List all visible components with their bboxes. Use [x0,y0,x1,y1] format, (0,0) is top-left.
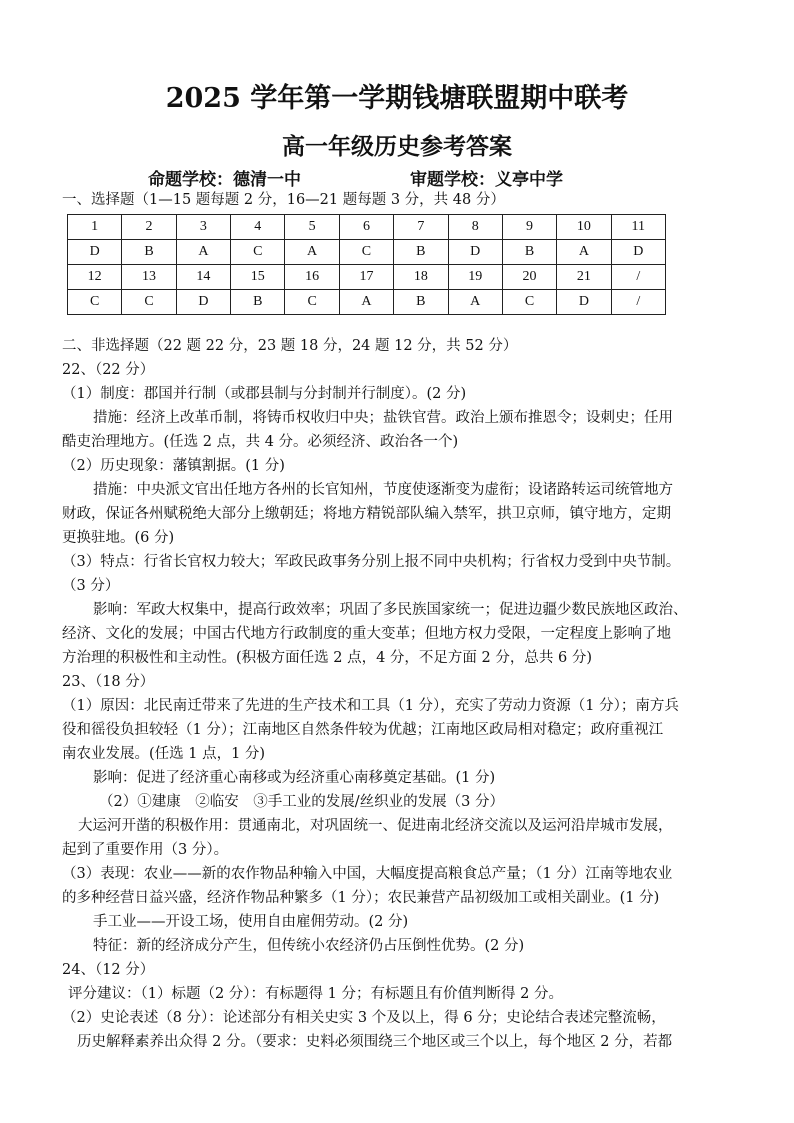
answer-table-cell: B [122,240,176,265]
answer-table-cell: 2 [122,215,176,240]
answer-table-cell: 8 [448,215,502,240]
q23-3-feature: 特征：新的经济成分产生，但传统小农经济仍占压倒性优势。(2 分) [93,938,525,954]
q22-2-measures-cont2: 更换驻地。(6 分) [62,530,175,546]
answer-table-cell: 13 [122,265,176,290]
answer-table-cell: A [557,240,611,265]
q24-scoring-title: 评分建议：（1）标题（2 分）：有标题得 1 分；有标题且有价值判断得 2 分。 [68,986,563,1002]
q22-3-impact-cont2: 方治理的积极性和主动性。(积极方面任选 2 点，4 分，不足方面 2 分，总共 6 分) [62,650,592,666]
answer-table-cell: C [122,290,176,315]
answer-table-cell: D [176,290,230,315]
answer-table-cell: D [68,240,122,265]
answer-table-cell: 3 [176,215,230,240]
answer-table-cell: 17 [339,265,393,290]
document-subtitle: 高一年级历史参考答案 [282,133,512,160]
q22-3-impact-cont1: 经济、文化的发展；中国古代地方行政制度的重大变革；但地方权力受限，一定程度上影响了地 [62,626,671,642]
answer-table-cell: 12 [68,265,122,290]
answer-table-cell: C [339,240,393,265]
q23-1-impact: 影响：促进了经济重心南移或为经济重心南移奠定基础。(1 分) [93,770,496,786]
answer-table-row [68,290,666,315]
answer-table-cell: A [448,290,502,315]
answer-table-cell: B [502,240,556,265]
proposer-school: 命题学校：德清一中 [148,170,301,190]
q22-3-impact: 影响：军政大权集中，提高行政效率；巩固了多民族国家统一；促进边疆少数民族地区政治、 [93,602,688,618]
answer-table [67,214,666,315]
answer-table-cell: 4 [231,215,285,240]
q24-header: 24、（12 分） [62,962,155,978]
section2-header: 二、非选择题（22 题 22 分，23 题 18 分，24 题 12 分，共 52 分） [62,338,518,354]
q23-3-handicraft: 手工业——开设工场，使用自由雇佣劳动。(2 分) [93,914,409,930]
answer-table-cell: D [448,240,502,265]
answer-table-cell: A [339,290,393,315]
answer-table-cell: 10 [557,215,611,240]
document-title: 2025 学年第一学期钱塘联盟期中联考 [165,83,629,114]
answer-table-cell: C [68,290,122,315]
q22-header: 22、（22 分） [62,362,155,378]
answer-table-cell: 18 [394,265,448,290]
q22-2-measures-cont1: 财政，保证各州赋税绝大部分上缴朝廷；将地方精锐部队编入禁军，拱卫京师，镇守地方，定期 [62,506,671,522]
answer-table-cell: B [231,290,285,315]
q23-2-canal: 大运河开凿的积极作用：贯通南北，对巩固统一、促进南北经济交流以及运河沿岸城市发展， [78,818,673,834]
q24-scoring-argument: （2）史论表述（8 分）：论述部分有相关史实 3 个及以上，得 6 分；史论结合表述完整流畅， [62,1010,666,1026]
answer-table-cell: / [611,265,665,290]
answer-table-cell: A [285,240,339,265]
answer-table-cell: 15 [231,265,285,290]
answer-table-cell: B [394,240,448,265]
q23-header: 23、（18 分） [62,674,155,690]
answer-table-cell: / [611,290,665,315]
q22-2-measures: 措施：中央派文官出任地方各州的长官知州，节度使逐渐变为虚衔；设诸路转运司统管地方 [93,482,673,498]
q23-1-reasons: （1）原因：北民南迁带来了先进的生产技术和工具（1 分），充实了劳动力资源（1 分）；南方兵 [62,698,679,714]
q23-3-performance-cont: 的多种经营日益兴盛，经济作物品种繁多（1 分）；农民兼营产品初级加工或相关副业。(1 分) [62,890,660,906]
answer-table-cell: A [176,240,230,265]
answer-table-cell: D [557,290,611,315]
answer-table-row [68,215,666,240]
q23-3-performance: （3）表现：农业——新的农作物品种输入中国，大幅度提高粮食总产量；（1 分）江南等地农业 [62,866,673,882]
answer-table-cell: 14 [176,265,230,290]
q22-2-phenomenon: （2）历史现象：藩镇割据。(1 分) [62,458,285,474]
answer-table-cell: 6 [339,215,393,240]
answer-table-cell: 5 [285,215,339,240]
answer-table-cell: 11 [611,215,665,240]
answer-table-row [68,240,666,265]
answer-table-cell: B [394,290,448,315]
answer-table-cell: 19 [448,265,502,290]
q22-1-measures-cont: 酷吏治理地方。(任选 2 点，共 4 分。必须经济、政治各一个) [62,434,459,450]
answer-table-cell: 21 [557,265,611,290]
answer-table-cell: 20 [502,265,556,290]
reviewer-school: 审题学校：义亭中学 [410,170,563,190]
q22-1-measures: 措施：经济上改革币制，将铸币权收归中央；盐铁官营。政治上颁布推恩令；设刺史；任用 [93,410,673,426]
q23-1-reasons-cont1: 役和徭役负担较轻（1 分）；江南地区自然条件较为优越；江南地区政局相对稳定；政府重视江 [62,722,664,738]
answer-table-cell: C [502,290,556,315]
q22-3-features-score: （3 分） [62,578,120,594]
q23-1-reasons-cont2: 南农业发展。(任选 1 点，1 分) [62,746,266,762]
q23-2-answers: （2）①建康 ②临安 ③手工业的发展/丝织业的发展（3 分） [99,794,504,810]
q22-1-system: （1）制度：郡国并行制（或郡县制与分封制并行制度）。(2 分) [62,386,467,402]
answer-table-cell: 7 [394,215,448,240]
answer-table-cell: 16 [285,265,339,290]
answer-table-cell: D [611,240,665,265]
answer-table-cell: 9 [502,215,556,240]
section1-header: 一、选择题（1—15 题每题 2 分，16—21 题每题 3 分，共 48 分） [62,192,505,208]
q24-scoring-requirement: 历史解释素养出众得 2 分。（要求：史料必须围绕三个地区或三个以上，每个地区 2 分，若都 [77,1034,673,1050]
q23-2-canal-cont: 起到了重要作用（3 分）。 [62,842,229,858]
answer-table-cell: C [285,290,339,315]
answer-table-cell: 1 [68,215,122,240]
answer-table-cell: C [231,240,285,265]
q22-3-features: （3）特点：行省长官权力较大；军政民政事务分别上报不同中央机构；行省权力受到中央节制。 [62,554,681,570]
answer-table-row [68,265,666,290]
